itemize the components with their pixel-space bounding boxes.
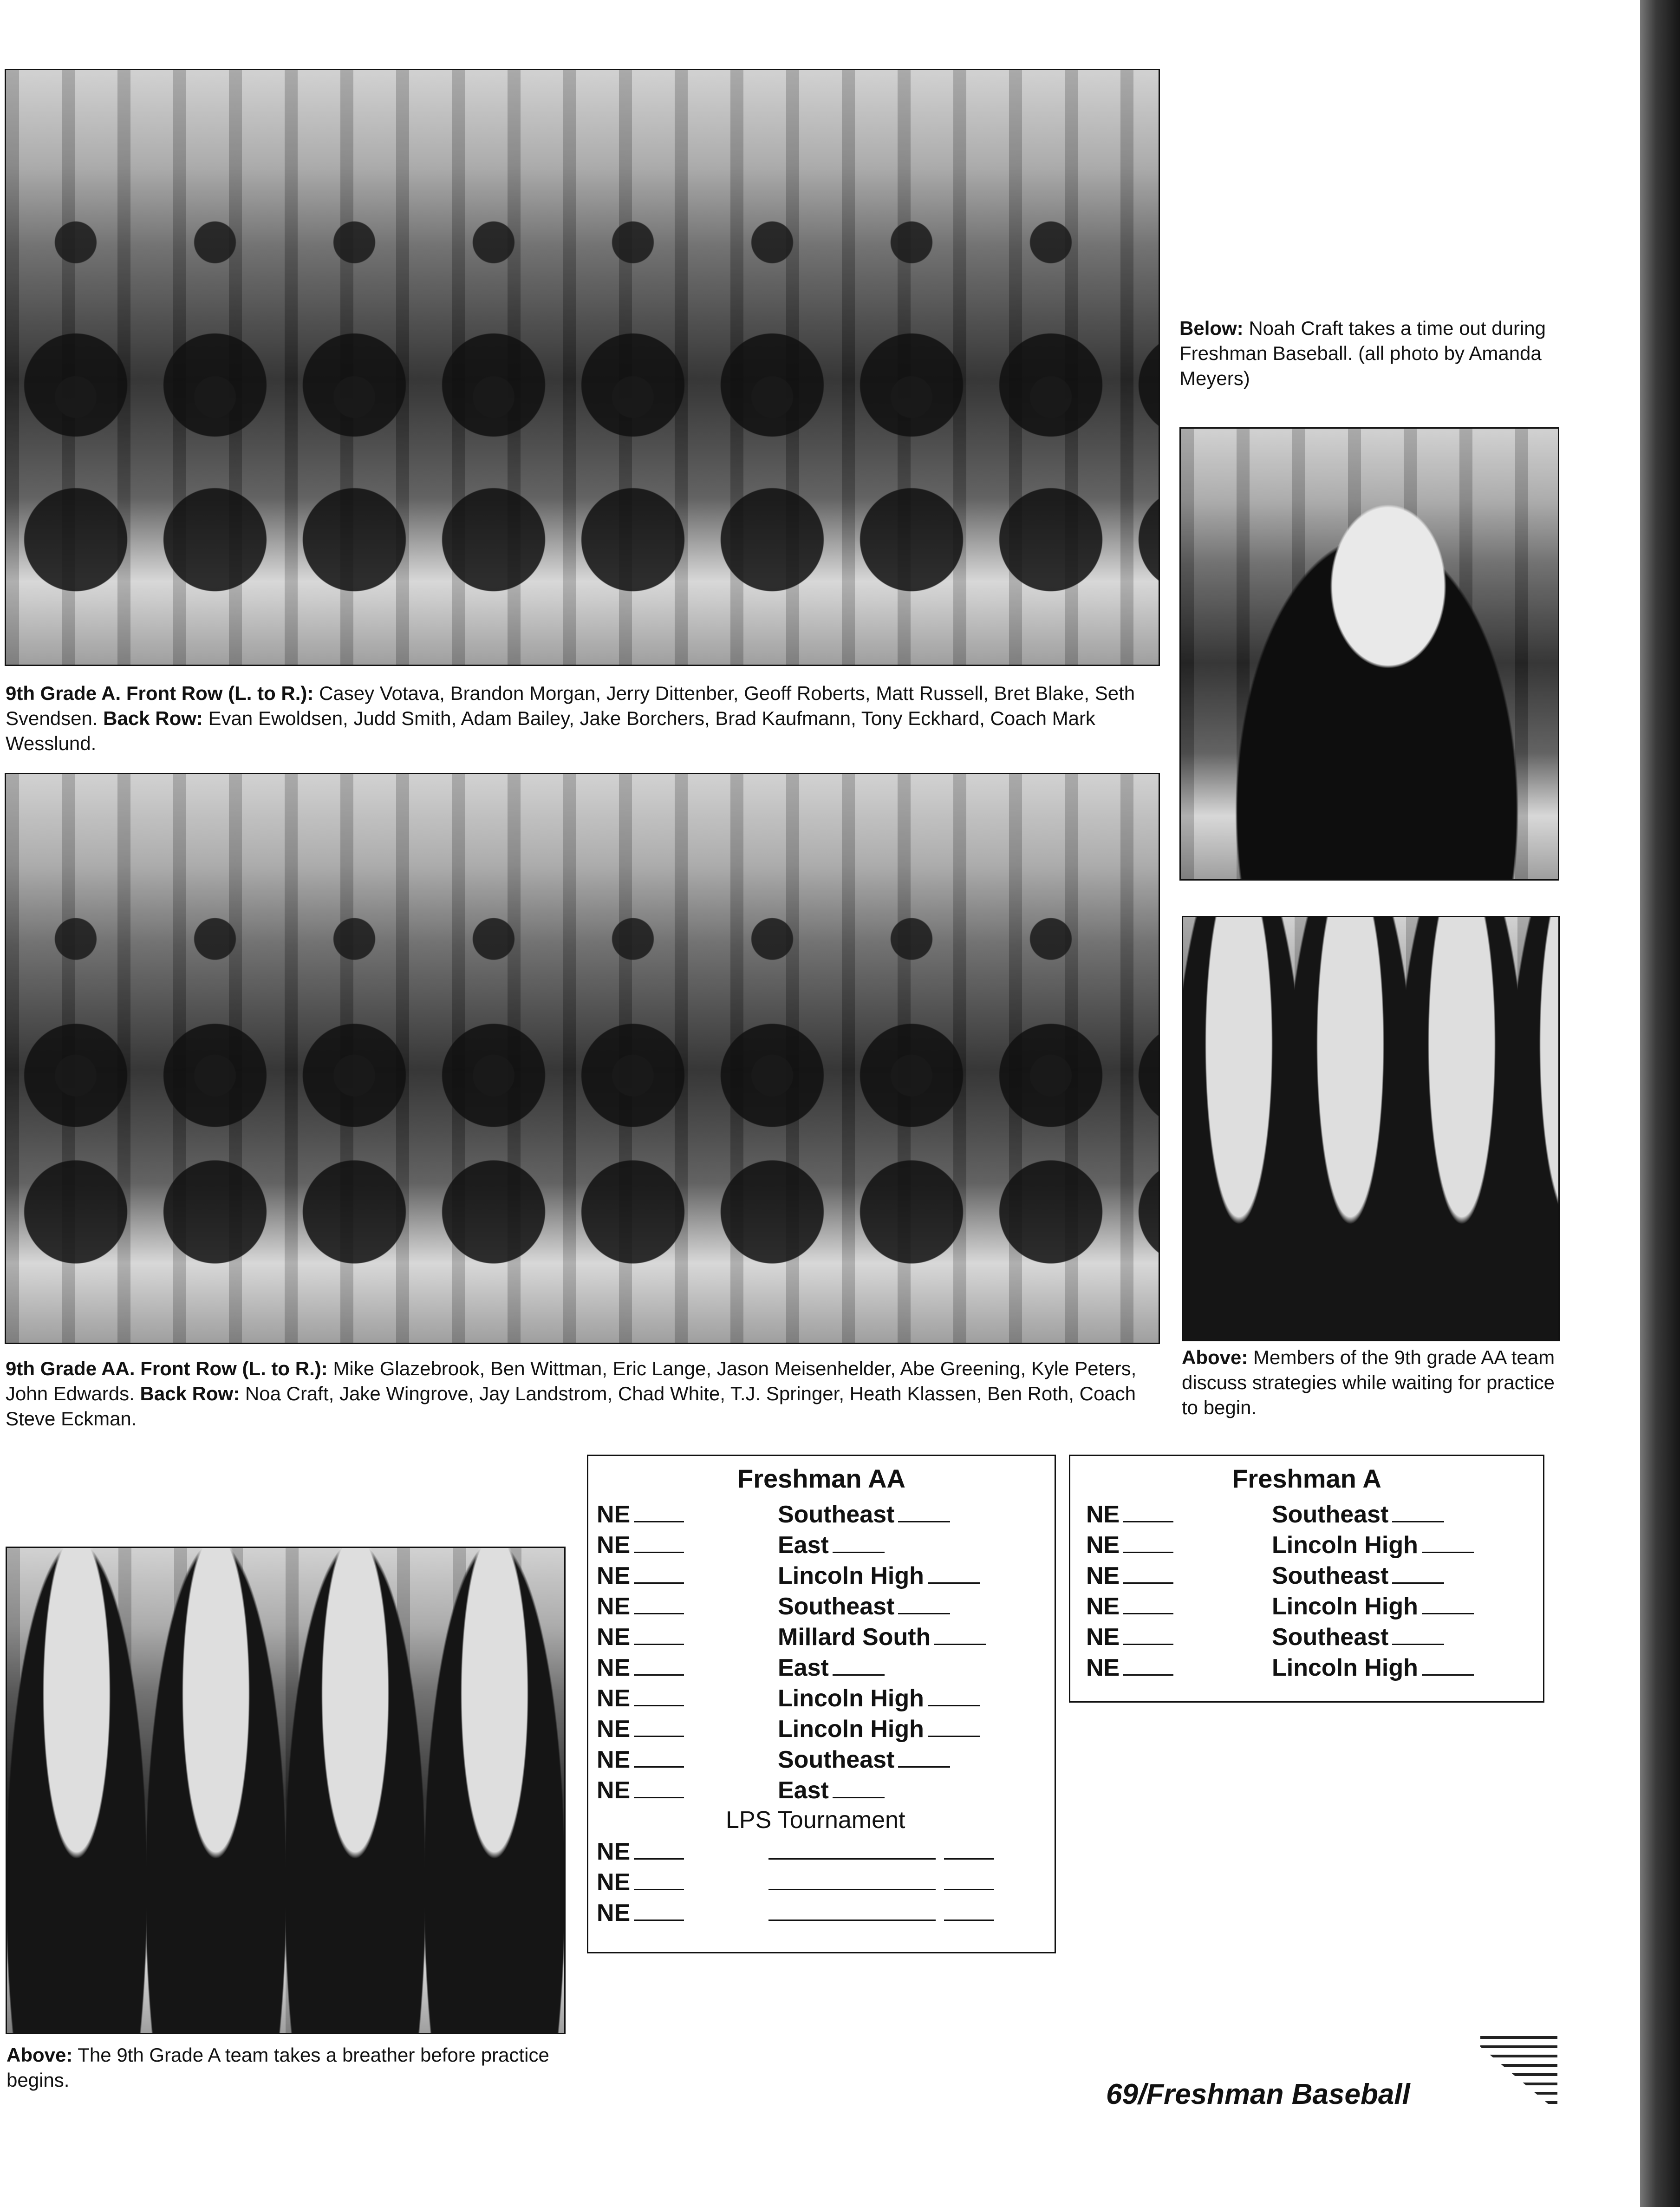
opponent-blank <box>768 1837 936 1860</box>
score-blank <box>634 1530 684 1553</box>
ne-label: NE <box>597 1593 631 1620</box>
page-footer: 69/Freshman Baseball <box>1106 2078 1410 2110</box>
score-blank <box>833 1530 885 1553</box>
schedule-freshman-a <box>1069 1455 1544 1703</box>
score-blank <box>944 1837 994 1860</box>
schedule-row <box>597 1684 924 1712</box>
schedule-row <box>597 1745 895 1774</box>
opponent-name: Southeast <box>778 1500 950 1528</box>
opponent-name: Southeast <box>1272 1622 1444 1651</box>
caption-team-aa-label: 9th Grade AA. Front Row (L. to R.): <box>6 1358 328 1379</box>
caption-below-text: Noah Craft takes a time out during Freshman Baseball. (all photo by Amanda Meyers) <box>1179 317 1546 389</box>
score-blank <box>1422 1530 1474 1553</box>
opponent-name: Millard South <box>778 1622 986 1651</box>
ne-label: NE <box>1086 1562 1120 1589</box>
score-blank <box>898 1500 950 1522</box>
schedule-row <box>597 1776 829 1804</box>
caption-below-label: Below: <box>1179 317 1244 339</box>
opponent-name: Lincoln High <box>778 1714 980 1743</box>
schedule-row <box>597 1500 895 1528</box>
ne-label: NE <box>1086 1532 1120 1559</box>
caption-team-aa-back: Noa Craft, Jake Wingrove, Jay Landstrom, Chad White, T.J. Springer, Heath Klassen, Ben Roth, Coach Steve Eckman. <box>6 1383 1136 1430</box>
score-blank <box>1123 1530 1173 1553</box>
score-blank <box>928 1684 980 1706</box>
lps-tournament-label: LPS Tournament <box>726 1807 905 1834</box>
opponent-blank <box>768 1898 936 1921</box>
opponent-name: Southeast <box>1272 1500 1444 1528</box>
ne-label: NE <box>597 1746 631 1773</box>
ne-label: NE <box>597 1654 631 1681</box>
tournament-row <box>597 1898 994 1927</box>
opponent-name: Lincoln High <box>778 1561 980 1590</box>
photo-breather <box>6 1547 566 2034</box>
opponent-name: Lincoln High <box>778 1684 980 1712</box>
score-blank <box>634 1776 684 1798</box>
ne-label: NE <box>597 1501 631 1528</box>
opponent-name: Southeast <box>778 1745 950 1774</box>
score-blank <box>898 1592 950 1614</box>
caption-above-left-label: Above: <box>7 2044 73 2066</box>
score-blank <box>634 1745 684 1768</box>
opponent-name: Southeast <box>1272 1561 1444 1590</box>
score-blank <box>634 1622 684 1645</box>
score-blank <box>934 1622 986 1645</box>
caption-team-a-label: 9th Grade A. Front Row (L. to R.): <box>6 682 314 704</box>
ne-label: NE <box>597 1532 631 1559</box>
schedule-row <box>597 1714 924 1743</box>
score-blank <box>634 1837 684 1860</box>
ne-label: NE <box>597 1869 631 1896</box>
ne-label: NE <box>597 1900 631 1926</box>
photo-strategies <box>1182 916 1560 1341</box>
score-blank <box>634 1561 684 1584</box>
caption-above-left <box>7 2043 582 2093</box>
score-blank <box>634 1714 684 1737</box>
score-blank <box>634 1898 684 1921</box>
photo-noah-craft <box>1179 427 1559 881</box>
caption-team-aa-front: Mike Glazebrook, Ben Wittman, Eric Lange, Jason Meisenhelder, Abe Greening, Kyle Peters, John Edwards. <box>6 1358 1137 1404</box>
score-blank <box>634 1653 684 1676</box>
caption-above-left-text: The 9th Grade A team takes a breather before practice begins. <box>7 2044 549 2091</box>
score-blank <box>1392 1500 1444 1522</box>
score-blank <box>944 1898 994 1921</box>
ne-label: NE <box>1086 1501 1120 1528</box>
caption-team-a-back: Evan Ewoldsen, Judd Smith, Adam Bailey, Jake Borchers, Brad Kaufmann, Tony Eckhard, Coach Mark Wesslund. <box>6 707 1095 754</box>
brick-wall-graphic <box>1480 2034 1557 2104</box>
caption-above-right-label: Above: <box>1182 1346 1248 1368</box>
schedule-freshman-a-title: Freshman A <box>1232 1464 1381 1493</box>
score-blank <box>634 1684 684 1706</box>
ne-label: NE <box>1086 1624 1120 1651</box>
score-blank <box>833 1776 885 1798</box>
caption-team-aa <box>6 1356 1162 1431</box>
caption-below <box>1179 316 1560 391</box>
schedule-row <box>1086 1561 1389 1590</box>
score-blank <box>944 1867 994 1890</box>
caption-above-right <box>1182 1345 1563 1420</box>
schedule-row <box>1086 1622 1389 1651</box>
opponent-blank <box>768 1867 936 1890</box>
score-blank <box>634 1592 684 1614</box>
caption-team-a-front: Casey Votava, Brandon Morgan, Jerry Dittenber, Geoff Roberts, Matt Russell, Bret Blake, Seth Svendsen. <box>6 682 1135 729</box>
ne-label: NE <box>597 1685 631 1712</box>
schedule-row <box>1086 1500 1389 1528</box>
opponent-name: East <box>778 1530 885 1559</box>
schedule-row <box>1086 1530 1418 1559</box>
schedule-freshman-aa-title: Freshman AA <box>737 1464 905 1493</box>
ne-label: NE <box>1086 1654 1120 1681</box>
ne-label: NE <box>597 1777 631 1804</box>
opponent-name: Lincoln High <box>1272 1530 1474 1559</box>
score-blank <box>898 1745 950 1768</box>
score-blank <box>1123 1592 1173 1614</box>
ne-label: NE <box>597 1716 631 1743</box>
score-blank <box>1392 1561 1444 1584</box>
page-binding-edge <box>1640 0 1680 2207</box>
score-blank <box>1123 1622 1173 1645</box>
ne-label: NE <box>597 1838 631 1865</box>
schedule-row <box>1086 1592 1418 1620</box>
schedule-row <box>597 1592 895 1620</box>
score-blank <box>833 1653 885 1676</box>
score-blank <box>1123 1653 1173 1676</box>
opponent-name: Lincoln High <box>1272 1592 1474 1620</box>
score-blank <box>634 1500 684 1522</box>
schedule-row <box>597 1622 931 1651</box>
caption-team-aa-back-label: Back Row: <box>140 1383 240 1404</box>
schedule-row <box>597 1561 924 1590</box>
ne-label: NE <box>597 1562 631 1589</box>
opponent-name: Lincoln High <box>1272 1653 1474 1682</box>
caption-team-a <box>6 681 1162 756</box>
score-blank <box>1123 1561 1173 1584</box>
photo-team-a <box>5 69 1160 666</box>
opponent-name: Southeast <box>778 1592 950 1620</box>
score-blank <box>1123 1500 1173 1522</box>
schedule-row <box>597 1530 829 1559</box>
schedule-freshman-aa <box>587 1455 1056 1953</box>
caption-above-right-text: Members of the 9th grade AA team discuss strategies while waiting for practice to begin. <box>1182 1346 1555 1418</box>
score-blank <box>1422 1653 1474 1676</box>
tournament-row <box>597 1837 994 1866</box>
score-blank <box>634 1867 684 1890</box>
photo-team-aa <box>5 773 1160 1344</box>
ne-label: NE <box>597 1624 631 1651</box>
opponent-name: East <box>778 1653 885 1682</box>
opponent-name: East <box>778 1776 885 1804</box>
score-blank <box>1392 1622 1444 1645</box>
ne-label: NE <box>1086 1593 1120 1620</box>
score-blank <box>928 1714 980 1737</box>
score-blank <box>928 1561 980 1584</box>
schedule-row <box>597 1653 829 1682</box>
score-blank <box>1422 1592 1474 1614</box>
caption-team-a-back-label: Back Row: <box>103 707 203 729</box>
schedule-row <box>1086 1653 1418 1682</box>
tournament-row <box>597 1867 994 1896</box>
